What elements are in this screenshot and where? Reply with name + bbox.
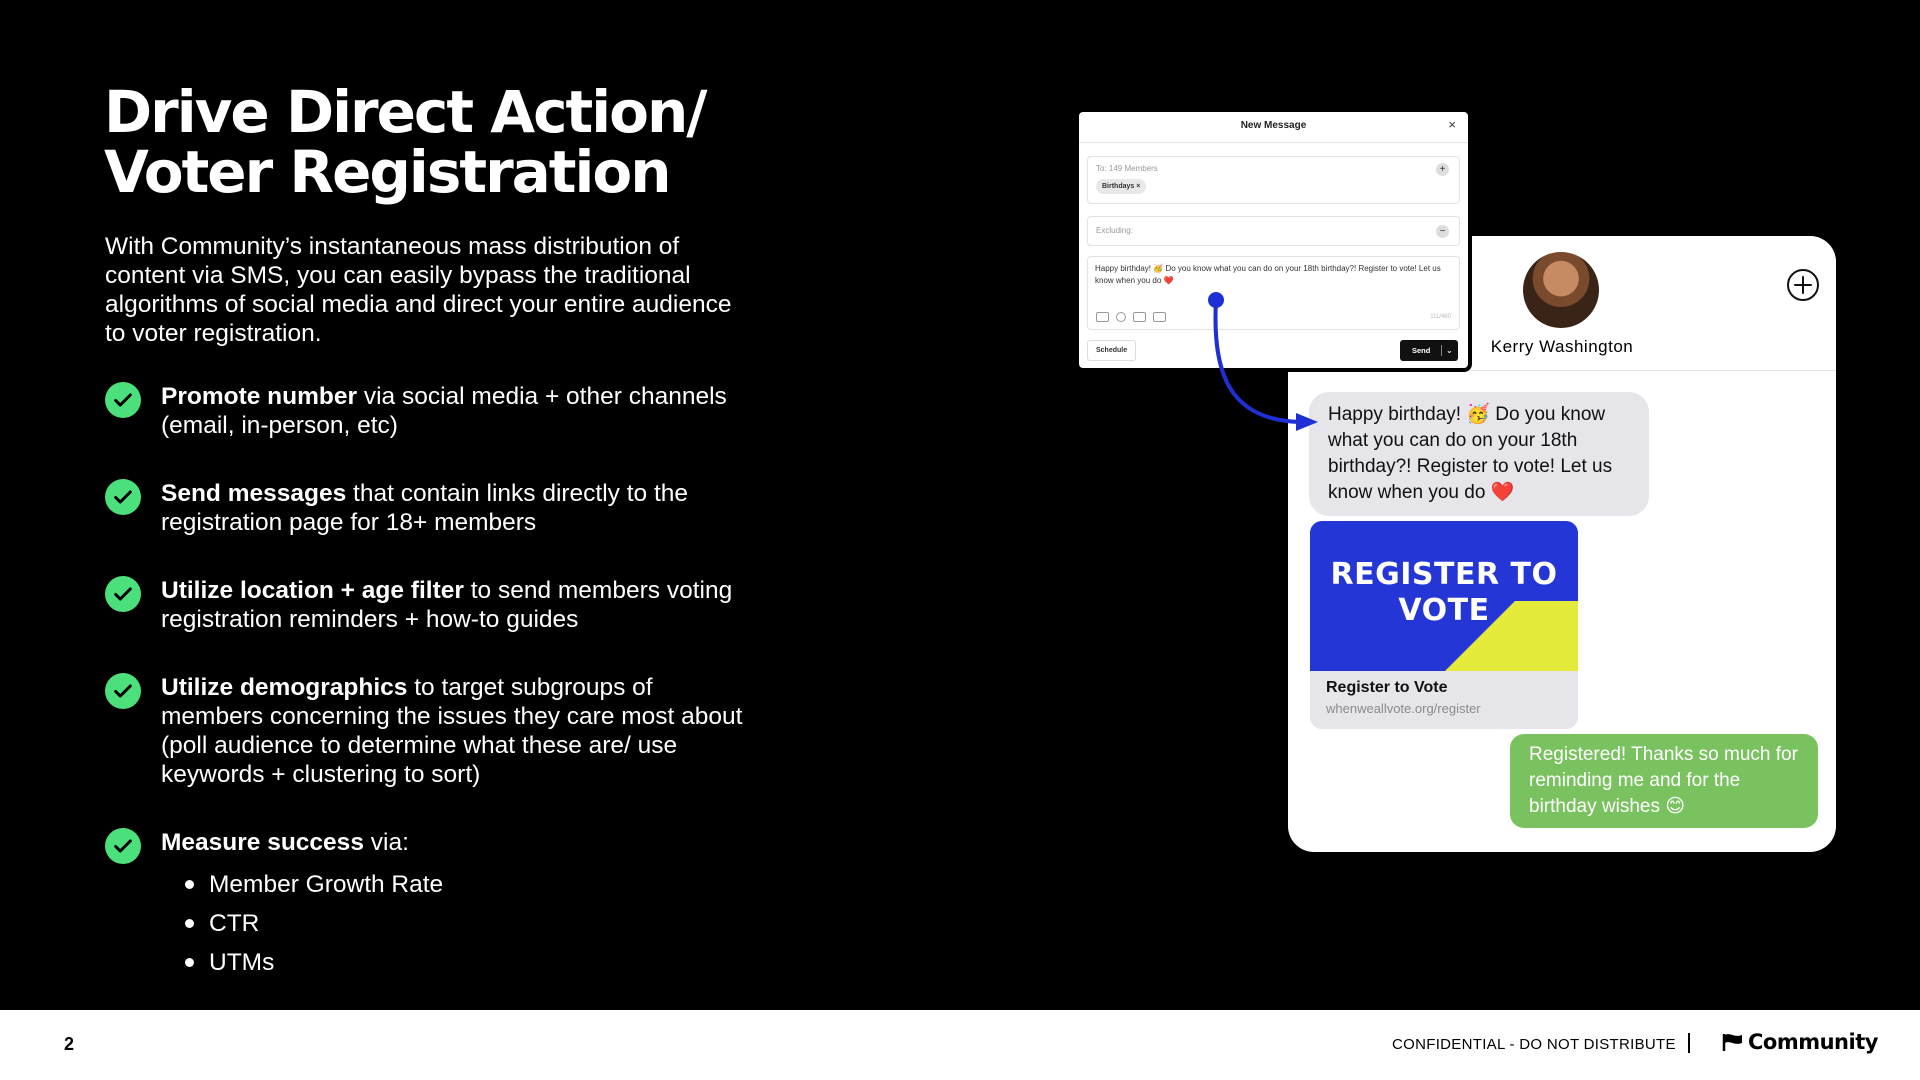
compose-title: New Message <box>1240 120 1307 131</box>
message-field[interactable] <box>1087 256 1460 330</box>
recipient-chip[interactable]: Birthdays × <box>1096 179 1146 194</box>
link-image-text: REGISTER TO VOTE <box>1330 557 1558 628</box>
recipients-field[interactable] <box>1087 156 1460 204</box>
title-line-2: Voter Registration <box>104 138 670 206</box>
check-circle-icon <box>105 382 141 418</box>
intro-paragraph: With Community’s instantaneous mass distribution of content via SMS, you can easily bypass the traditional algorithms of social media and direct your entire audience to voter registration. <box>105 233 732 347</box>
bullet-item <box>105 828 761 982</box>
send-divider <box>1441 345 1442 356</box>
brand-name: Community <box>1748 1030 1878 1054</box>
compose-window <box>1075 108 1472 372</box>
close-icon[interactable]: × <box>1448 117 1456 132</box>
metrics-sublist <box>185 865 761 982</box>
bullet-text <box>161 382 761 440</box>
remove-exclusion-icon[interactable]: − <box>1436 225 1449 238</box>
chevron-down-icon[interactable]: ⌄ <box>1446 346 1453 355</box>
bullet-bold: Utilize demographics <box>161 674 408 701</box>
emoji-icon[interactable] <box>1116 312 1126 322</box>
check-circle-icon <box>105 576 141 612</box>
bullet-text <box>161 479 761 537</box>
check-circle-icon <box>105 828 141 864</box>
bullet-rest: to send members voting registration reminders + how-to guides <box>161 577 733 633</box>
link-preview-image <box>1310 521 1578 671</box>
bullet-rest: via social media + other channels (email, in-person, etc) <box>161 383 727 439</box>
bullet-bold: Measure success <box>161 829 364 856</box>
avatar[interactable] <box>1523 252 1599 328</box>
bullet-text <box>161 828 761 982</box>
bullet-rest: via: <box>363 829 409 856</box>
plus-circle-icon[interactable] <box>1786 268 1820 302</box>
bullet-bold: Utilize location + age filter <box>161 577 464 604</box>
send-label: Send <box>1412 346 1431 355</box>
footer-separator <box>1688 1033 1690 1053</box>
bullet-item <box>105 382 761 440</box>
bullet-rest: to target subgroups of members concerning the issues they care most about (poll audience to determine what these are/ use keywords + clustering to sort) <box>161 674 743 788</box>
flag-icon <box>1722 1032 1744 1052</box>
bullet-rest: that contain links directly to the registration page for 18+ members <box>161 480 689 536</box>
slide-footer <box>0 1010 1920 1080</box>
bullet-text <box>161 576 761 634</box>
comment-icon[interactable] <box>1153 312 1166 322</box>
title-line-1: Drive Direct Action/ <box>104 78 706 146</box>
bullet-item <box>105 673 751 789</box>
schedule-button[interactable]: Schedule <box>1087 340 1136 361</box>
send-button[interactable] <box>1400 340 1458 361</box>
link-icon[interactable] <box>1133 312 1146 322</box>
message-text: Happy birthday! 🥳 Do you know what you can do on your 18th birthday?! Register to vote! Let us know when you do ❤️ <box>1095 264 1441 285</box>
check-circle-icon <box>105 479 141 515</box>
image-icon[interactable] <box>1096 312 1109 322</box>
bullet-bold: Promote number <box>161 383 358 410</box>
link-preview-card[interactable] <box>1310 521 1578 729</box>
excluding-field[interactable] <box>1087 216 1460 246</box>
confidential-notice: CONFIDENTIAL - DO NOT DISTRIBUTE <box>1392 1036 1676 1053</box>
page-number: 2 <box>64 1034 75 1054</box>
message-toolbar <box>1096 312 1166 322</box>
bullet-item <box>105 576 761 634</box>
check-circle-icon <box>105 673 141 709</box>
divider <box>1079 142 1468 143</box>
metric-item: Member Growth Rate <box>185 865 761 904</box>
excluding-label: Excluding: <box>1096 226 1133 235</box>
add-recipient-icon[interactable]: + <box>1436 163 1449 176</box>
recipients-label: To: 149 Members <box>1096 164 1158 173</box>
bullet-item <box>105 479 761 537</box>
brand-logo <box>1722 1030 1878 1054</box>
metric-item: CTR <box>185 904 761 943</box>
metric-item: UTMs <box>185 943 761 982</box>
contact-name: Kerry Washington <box>1490 337 1634 356</box>
link-title: Register to Vote <box>1326 679 1448 696</box>
bullet-text <box>161 673 751 789</box>
bullet-bold: Send messages <box>161 480 347 507</box>
link-url: whenweallvote.org/register <box>1326 701 1481 716</box>
char-count: 111/480 <box>1430 314 1451 320</box>
slide-title <box>104 78 706 206</box>
outgoing-message: Registered! Thanks so much for reminding me and for the birthday wishes 😊 <box>1510 734 1818 828</box>
incoming-message: Happy birthday! 🥳 Do you know what you can do on your 18th birthday?! Register to vote! Let us know when you do ❤️ <box>1309 392 1649 516</box>
